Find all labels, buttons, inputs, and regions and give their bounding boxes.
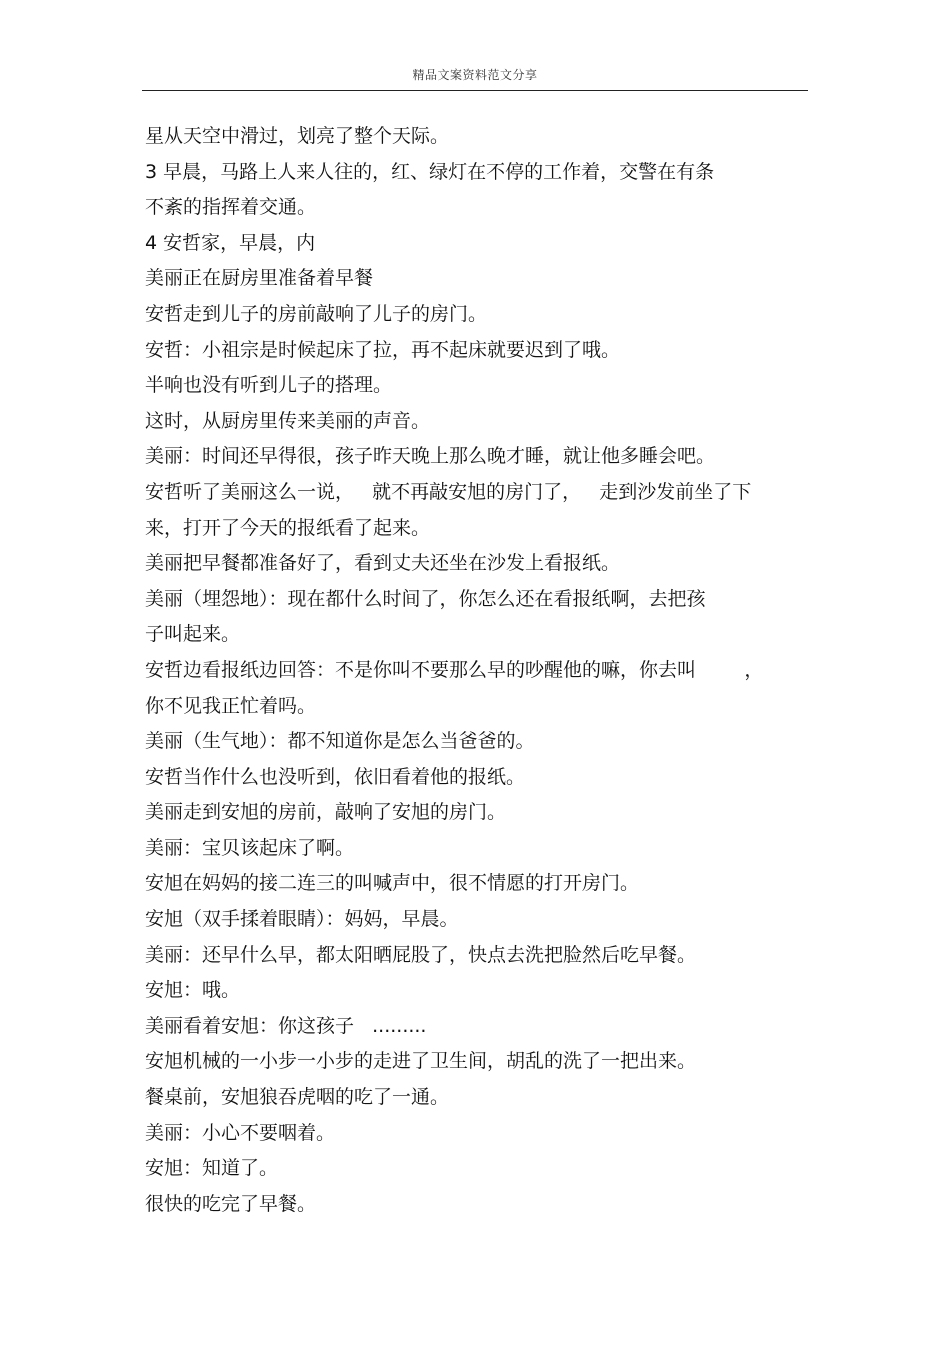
text-line: 这时，从厨房里传来美丽的声音。 [145, 409, 431, 432]
text-line: 安旭（双手揉着眼睛）：妈妈，早晨。 [145, 908, 459, 931]
text-line: 安旭机械的一小步一小步的走进了卫生间，胡乱的洗了一把出来。 [145, 1050, 697, 1073]
text-line: 美丽：小心不要咽着。 [145, 1121, 336, 1144]
text-line: 安哲走到儿子的房前敲响了儿子的房门。 [145, 302, 488, 325]
text-line: 4 安哲家，早晨，内 [145, 231, 316, 254]
text-line: 美丽：时间还早得很，孩子昨天晚上那么晚才睡，就让他多睡会吧。 [145, 445, 716, 468]
text-line: 安哲边看报纸边回答：不是你叫不要那么早的吵醒他的嘛，你去叫 ， [145, 658, 764, 681]
text-line: 很快的吃完了早餐。 [145, 1192, 317, 1215]
header-divider [142, 90, 808, 91]
text-line: 美丽（埋怨地）：现在都什么时间了，你怎么还在看报纸啊，去把孩 [145, 587, 706, 610]
text-line: 星从天空中滑过，划亮了整个天际。 [145, 125, 450, 147]
text-line: 美丽：宝贝该起床了啊。 [145, 836, 355, 859]
text-line: 美丽（生气地）：都不知道你是怎么当爸爸的。 [145, 730, 535, 753]
text-line: 安旭：知道了。 [145, 1157, 279, 1180]
document-body [145, 124, 810, 1227]
text-line: 安旭在妈妈的接二连三的叫喊声中，很不情愿的打开房门。 [145, 872, 640, 895]
text-line: 来，打开了今天的报纸看了起来。 [145, 516, 431, 539]
text-line: 餐桌前，安旭狼吞虎咽的吃了一通。 [145, 1086, 450, 1109]
text-line: 美丽把早餐都准备好了，看到丈夫还坐在沙发上看报纸。 [145, 552, 621, 575]
text-line: 不紊的指挥着交通。 [145, 196, 317, 219]
text-line: 安哲：小祖宗是时候起床了拉，再不起床就要迟到了哦。 [145, 338, 621, 361]
text-line: 安哲当作什么也没听到，依旧看着他的报纸。 [145, 765, 526, 788]
page-header: 精品文案资料范文分享 [412, 68, 538, 82]
text-line: 半响也没有听到儿子的搭理。 [145, 374, 393, 397]
text-line: 安旭：哦。 [145, 979, 241, 1002]
text-line: 美丽看着安旭：你这孩子 ......... [145, 1014, 427, 1037]
text-line: 子叫起来。 [145, 623, 241, 646]
text-line: 你不见我正忙着吗。 [145, 694, 317, 717]
text-line: 美丽正在厨房里准备着早餐 [145, 267, 374, 290]
text-line: 美丽走到安旭的房前，敲响了安旭的房门。 [145, 801, 507, 824]
text-line: 安哲听了美丽这么一说， 就不再敲安旭的房门了， 走到沙发前坐了下 [145, 480, 752, 503]
text-line: 3 早晨，马路上人来人往的，红、绿灯在不停的工作着，交警在有条 [145, 160, 715, 183]
text-line: 美丽：还早什么早，都太阳晒屁股了，快点去洗把脸然后吃早餐。 [145, 943, 697, 966]
